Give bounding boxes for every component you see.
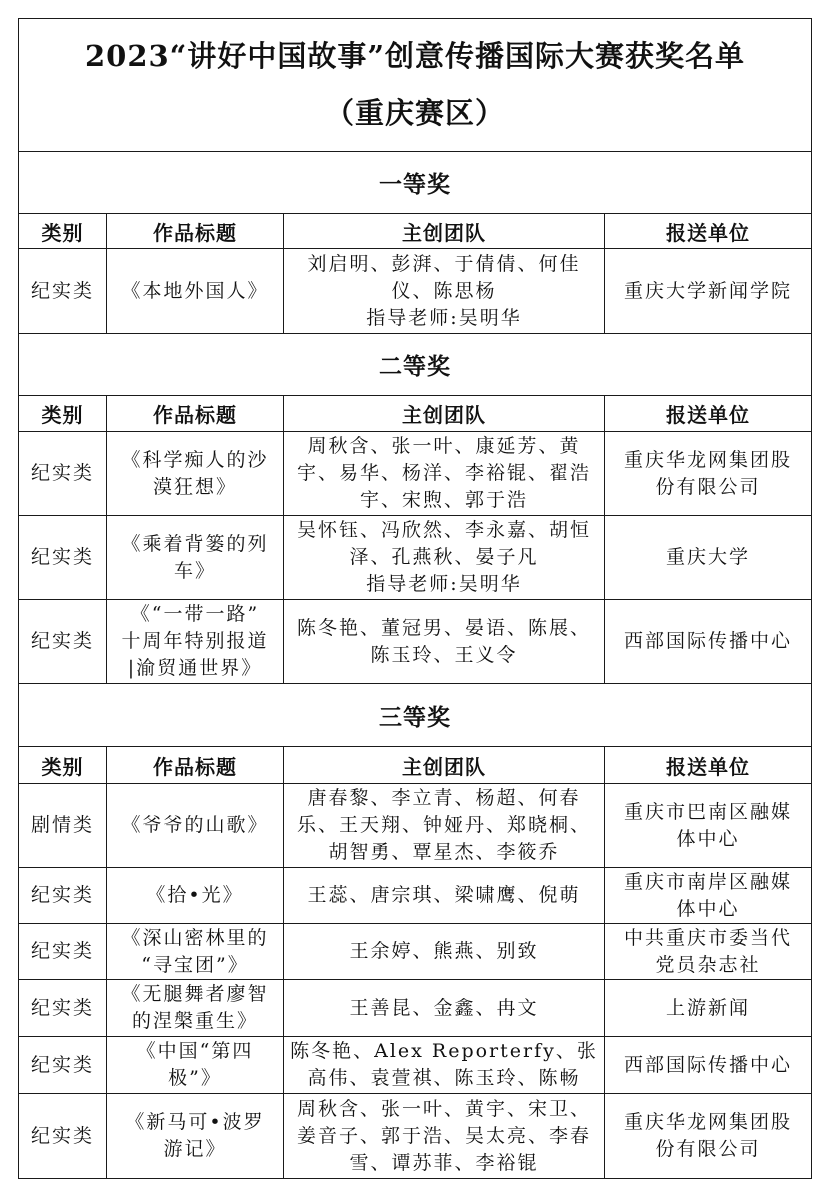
cell-team-line: 指导老师:吴明华 <box>366 573 522 595</box>
cell-team-line: 指导老师:吴明华 <box>366 306 522 329</box>
cell-team-line: 刘启明、彭湃、于倩倩、何佳 <box>307 252 581 275</box>
cell-title <box>107 432 284 516</box>
cell-unit-line: 上游新闻 <box>666 996 751 1019</box>
column-header-row <box>19 747 812 784</box>
cell-title-line: 《无腿舞者廖智 <box>121 983 269 1005</box>
cell-team-line: 雪、谭苏菲、李裕锟 <box>349 1151 539 1174</box>
column-header-row <box>19 214 812 249</box>
cell-team-line: 王善昆、金鑫、冉文 <box>349 996 539 1019</box>
column-header-unit: 报送单位 <box>605 396 812 432</box>
cell-team-line: 陈冬艳、Alex Reporterfy、张 <box>290 1040 598 1062</box>
cell-title-line: 的涅槃重生》 <box>131 1010 258 1032</box>
cell-team-line: 仪、陈思杨 <box>391 279 497 302</box>
table-row <box>19 784 812 868</box>
cell-team-line: 乐、王天翔、钟娅丹、郑晓桐、 <box>296 814 591 836</box>
cell-team-line: 胡智勇、覃星杰、李筱乔 <box>328 841 560 863</box>
cell-team-line: 王余婷、熊燕、别致 <box>349 940 539 962</box>
document-title-row <box>19 19 812 152</box>
table-row <box>19 868 812 924</box>
cell-unit-line: 重庆大学新闻学院 <box>624 279 793 302</box>
award-level-row <box>19 684 812 747</box>
cell-unit-line: 重庆市南岸区融媒 <box>624 870 793 893</box>
cell-title-line: 《深山密林里的 <box>121 926 269 949</box>
cell-unit-line: 体中心 <box>676 897 740 920</box>
cell-unit <box>605 432 812 516</box>
cell-unit-line: 党员杂志社 <box>655 953 761 976</box>
table-row <box>19 1094 812 1179</box>
award-level-label: 一等奖 <box>19 152 812 214</box>
cell-title-line: 《新马可•波罗 <box>125 1111 265 1133</box>
cell-unit-line: 重庆市巴南区融媒 <box>624 800 793 823</box>
column-header-unit: 报送单位 <box>605 214 812 249</box>
cell-unit <box>605 868 812 924</box>
award-level-label: 三等奖 <box>19 684 812 747</box>
cell-title-line: |渝贸通世界》 <box>127 657 263 679</box>
table-row <box>19 249 812 334</box>
cell-category: 纪实类 <box>19 980 107 1037</box>
column-header-team: 主创团队 <box>284 214 605 249</box>
column-header-category: 类别 <box>19 747 107 784</box>
cell-title-line: 游记》 <box>163 1138 227 1160</box>
cell-title-line: 漠狂想》 <box>152 475 237 498</box>
cell-title <box>107 600 284 684</box>
document-subtitle: （重庆赛区） <box>325 96 506 130</box>
cell-category: 纪实类 <box>19 600 107 684</box>
cell-unit <box>605 1094 812 1179</box>
column-header-category: 类别 <box>19 214 107 249</box>
cell-title-line: “寻宝团”》 <box>141 953 249 976</box>
cell-team-line: 王蕊、唐宗琪、梁啸鹰、倪萌 <box>307 884 581 906</box>
cell-unit <box>605 784 812 868</box>
cell-unit-line: 重庆大学 <box>666 546 751 568</box>
cell-team-line: 周秋含、张一叶、康延芳、黄 <box>307 435 581 457</box>
table-row <box>19 432 812 516</box>
cell-category: 纪实类 <box>19 432 107 516</box>
cell-team <box>284 1037 605 1094</box>
cell-category: 纪实类 <box>19 924 107 980</box>
cell-title-line: 《本地外国人》 <box>121 279 269 302</box>
column-header-team: 主创团队 <box>284 396 605 432</box>
cell-unit-line: 重庆华龙网集团股 <box>624 1111 793 1133</box>
cell-team-line: 高伟、袁萱祺、陈玉玲、陈畅 <box>307 1067 581 1089</box>
award-winners-table <box>18 18 812 1179</box>
cell-unit <box>605 980 812 1037</box>
cell-title-line: 《乘着背篓的列 <box>121 532 269 555</box>
cell-unit-line: 份有限公司 <box>655 1138 761 1160</box>
cell-title-line: 《爷爷的山歌》 <box>121 814 269 836</box>
cell-title <box>107 1037 284 1094</box>
table-row <box>19 516 812 600</box>
cell-title-line: 《中国“第四 <box>136 1040 254 1062</box>
column-header-title: 作品标题 <box>107 747 284 784</box>
cell-title-line: 《拾•光》 <box>146 884 244 906</box>
cell-category: 纪实类 <box>19 1094 107 1179</box>
cell-team-line: 宇、易华、杨洋、李裕锟、翟浩 <box>296 462 591 484</box>
cell-team <box>284 432 605 516</box>
cell-unit-line: 体中心 <box>676 827 740 850</box>
cell-team-line: 吴怀钰、冯欣然、李永嘉、胡恒 <box>296 519 591 541</box>
cell-unit-line: 份有限公司 <box>655 475 761 498</box>
cell-team-line: 唐春黎、李立青、杨超、何春 <box>307 787 581 809</box>
document-title: 2023“讲好中国故事”创意传播国际大赛获奖名单 <box>84 39 746 73</box>
table-row <box>19 1037 812 1094</box>
cell-unit-line: 中共重庆市委当代 <box>624 926 793 949</box>
cell-title <box>107 249 284 334</box>
table-row <box>19 600 812 684</box>
cell-unit <box>605 249 812 334</box>
cell-team <box>284 924 605 980</box>
cell-team <box>284 868 605 924</box>
cell-team-line: 宇、宋煦、郭于浩 <box>359 489 528 511</box>
cell-unit <box>605 924 812 980</box>
cell-category: 纪实类 <box>19 1037 107 1094</box>
cell-title-line: 十周年特别报道 <box>121 630 269 652</box>
award-level-row <box>19 152 812 214</box>
cell-unit <box>605 516 812 600</box>
cell-team-line: 姜音子、郭于浩、吴太亮、李春 <box>296 1124 591 1147</box>
cell-title-line: 《“一带一路” <box>130 603 260 625</box>
column-header-title: 作品标题 <box>107 214 284 249</box>
cell-title <box>107 1094 284 1179</box>
table-row <box>19 924 812 980</box>
cell-team-line: 周秋含、张一叶、黄宇、宋卫、 <box>296 1097 591 1120</box>
cell-category: 纪实类 <box>19 516 107 600</box>
column-header-team: 主创团队 <box>284 747 605 784</box>
cell-category: 纪实类 <box>19 868 107 924</box>
table-row <box>19 980 812 1037</box>
cell-unit-line: 重庆华龙网集团股 <box>624 448 793 471</box>
cell-team <box>284 784 605 868</box>
document-title-cell <box>19 19 812 152</box>
cell-title <box>107 784 284 868</box>
cell-team-line: 陈冬艳、董冠男、晏语、陈展、 <box>296 616 591 639</box>
cell-title <box>107 868 284 924</box>
cell-title-line: 车》 <box>173 559 216 582</box>
column-header-title: 作品标题 <box>107 396 284 432</box>
cell-title <box>107 924 284 980</box>
column-header-row <box>19 396 812 432</box>
cell-title <box>107 980 284 1037</box>
cell-unit <box>605 1037 812 1094</box>
cell-title-line: 《科学痴人的沙 <box>121 448 269 471</box>
cell-team-line: 陈玉玲、王义令 <box>370 643 518 666</box>
column-header-unit: 报送单位 <box>605 747 812 784</box>
award-table-body <box>19 19 812 1179</box>
cell-team <box>284 249 605 334</box>
cell-title-line: 极”》 <box>168 1067 222 1089</box>
award-level-row <box>19 334 812 396</box>
cell-team <box>284 600 605 684</box>
cell-team <box>284 980 605 1037</box>
cell-unit <box>605 600 812 684</box>
award-level-label: 二等奖 <box>19 334 812 396</box>
cell-unit-line: 西部国际传播中心 <box>624 1053 793 1076</box>
column-header-category: 类别 <box>19 396 107 432</box>
cell-category: 纪实类 <box>19 249 107 334</box>
cell-team <box>284 516 605 600</box>
cell-team <box>284 1094 605 1179</box>
cell-unit-line: 西部国际传播中心 <box>624 630 793 652</box>
cell-team-line: 泽、孔燕秋、晏子凡 <box>349 546 539 568</box>
cell-title <box>107 516 284 600</box>
cell-category: 剧情类 <box>19 784 107 868</box>
